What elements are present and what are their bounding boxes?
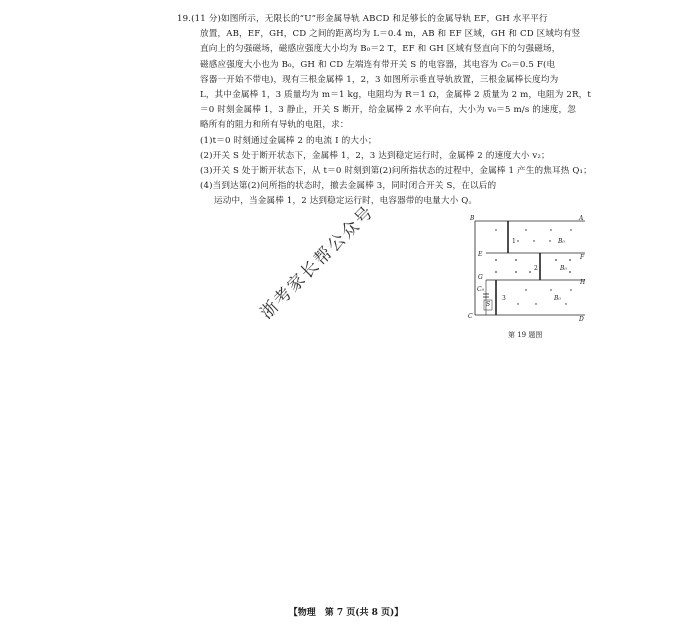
field-dots-bottom (517, 289, 571, 304)
sub-question-3: (3)开关 S 处于断开状态下，从 t＝0 时刻到第(2)问所指状态的过程中，金属棒 1 产生的焦耳热 Q₁； (200, 166, 592, 177)
question-line: 19.(11 分)如图所示，无限长的“U”形金属导轨 ABCD 和足够长的金属导轨 EF，GH 水平平行 (177, 14, 548, 24)
question-line: 放置，AB，EF，GH，CD 之间的距离均为 L＝0.4 m，AB 和 EF 区域，GH 和 CD 区域均有竖 (200, 29, 581, 40)
label-f: F (580, 254, 585, 261)
label-rod-1: 1 (512, 238, 516, 245)
sub-question-2: (2)开关 S 处于断开状态下，金属棒 1，2，3 达到稳定运行时，金属棒 2 的速度大小 v₂； (200, 150, 550, 161)
question-line: 直向上的匀强磁场，磁感应强度大小均为 B₀＝2 T，EF 和 GH 区域有竖直向下的匀强磁场， (200, 44, 561, 55)
label-a: A (579, 215, 584, 222)
sub-question-4: (4)当到达第(2)问所指的状态时，撤去金属棒 3，同时闭合开关 S，在以后的运动中，当金属棒 1，2 达到稳定运行时，电容器带的电量大小 Q。 (200, 181, 497, 207)
question-line: ＝0 时刻金属棒 1，3 静止，开关 S 断开，给金属棒 2 水平向右，大小为 v₀＝5 m/s 的速度，忽 (200, 105, 576, 116)
label-d: D (579, 316, 584, 323)
label-g: G (478, 274, 483, 281)
label-field-middle: B₀ (560, 265, 567, 272)
question-line: 略所有的阻力和所有导轨的电阻，求： (200, 120, 349, 131)
watermark-text: 浙考家长帮公众号 (256, 201, 379, 324)
question-line: 容器一开始不带电)，现有三根金属棒 1，2，3 如图所示垂直导轨放置，三根金属棒长度均为 (200, 74, 559, 85)
figure-caption: 第 19 题图 (508, 331, 543, 339)
rail-diagram (466, 214, 590, 340)
page-footer: 【物理 第 7 页(共 8 页)】 (288, 608, 404, 618)
question-19 (177, 12, 625, 210)
label-switch: S (486, 301, 491, 308)
question-number: 19. (177, 14, 192, 24)
question-line: L，其中金属棒 1，3 质量均为 m＝1 kg，电阻均为 R＝1 Ω，金属棒 2 质量为 2 m，电阻为 2R，t (200, 90, 591, 101)
label-field-bottom: B₀ (554, 295, 561, 302)
label-c: C (468, 313, 473, 320)
label-capacitor: C₀ (477, 286, 484, 293)
label-e: E (478, 251, 483, 258)
label-h: H (580, 279, 586, 286)
label-rod-2: 2 (534, 265, 538, 272)
label-field-top: B₀ (558, 238, 565, 245)
sub-question-1: (1)t＝0 时刻通过金属棒 2 的电流 I 的大小； (200, 135, 377, 146)
question-line: 磁感应强度大小也为 B₀，GH 和 CD 左端连有带开关 S 的电容器，其电容为 C₀＝0.5 F(电 (200, 59, 556, 70)
label-rod-3: 3 (502, 295, 506, 302)
label-b: B (470, 215, 475, 222)
circuit-figure (466, 214, 590, 340)
